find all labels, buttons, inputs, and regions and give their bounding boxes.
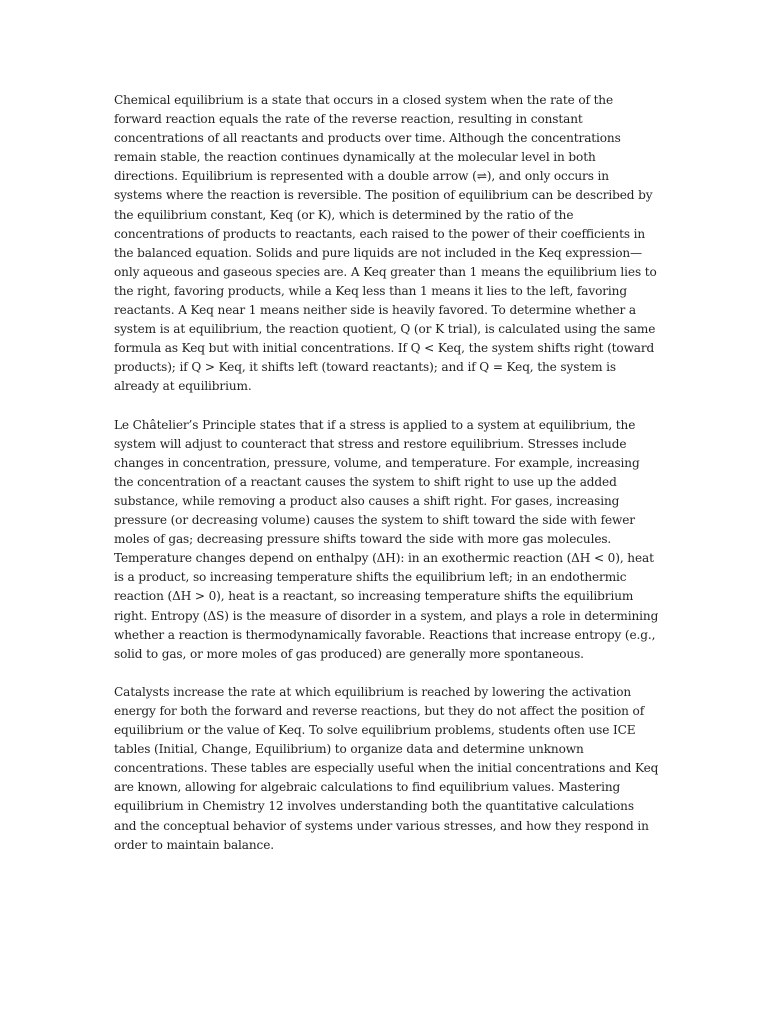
paragraph-equilibrium-overview: Chemical equilibrium is a state that occurs in a closed system when the rate of the forward reaction equals the rate of the reverse reaction, resulting in constant concentrations of all reactants and products over time. Although the concentrations remain stable, the reaction continues dynamically at the molecular level in both directions. Equilibrium is represented with a double arrow (⇌), and only occurs in systems where the reaction is reversible. The position of equilibrium can be described by the equilibrium constant, Keq (or K), which is determined by the ratio of the concentrations of products to reactants, each raised to the power of their coefficients in the balanced equation. Solids and pure liquids are not included in the Keq expression—only aqueous and gaseous species are. A Keq greater than 1 means the equilibrium lies to the right, favoring products, while a Keq less than 1 means it lies to the left, favoring reactants. A Keq near 1 means neither side is heavily favored. To determine whether a system is at equilibrium, the reaction quotient, Q (or K trial), is calculated using the same formula as Keq but with initial concentrations. If Q < Keq, the system shifts right (toward products); if Q > Keq, it shifts left (toward reactants); and if Q = Keq, the system is already at equilibrium. bbox=[114, 93, 657, 394]
paragraph-le-chatelier: Le Châtelier’s Principle states that if a stress is applied to a system at equilibrium, the system will adjust to counteract that stress and restore equilibrium. Stresses include changes in concentration, pressure, volume, and temperature. For example, increasing the concentration of a reactant causes the system to shift right to use up the added substance, while removing a product also causes a shift right. For gases, increasing pressure (or decreasing volume) causes the system to shift toward the side with fewer moles of gas; decreasing pressure shifts toward the side with more gas molecules. Temperature changes depend on enthalpy (ΔH): in an exothermic reaction (ΔH < 0), heat is a product, so increasing temperature shifts the equilibrium left; in an endothermic reaction (ΔH > 0), heat is a reactant, so increasing temperature shifts the equilibrium right. Entropy (ΔS) is the measure of disorder in a system, and plays a role in determining whether a reaction is thermodynamically favorable. Reactions that increase entropy (e.g., solid to gas, or more moles of gas produced) are generally more spontaneous. bbox=[114, 417, 659, 661]
document-body bbox=[114, 91, 659, 874]
paragraph-catalysts-ice-tables: Catalysts increase the rate at which equilibrium is reached by lowering the activation energy for both the forward and reverse reactions, but they do not affect the position of equilibrium or the value of Keq. To solve equilibrium problems, students often use ICE tables (Initial, Change, Equilibrium) to organize data and determine unknown concentrations. These tables are especially useful when the initial concentrations and Keq are known, allowing for algebraic calculations to find equilibrium values. Mastering equilibrium in Chemistry 12 involves understanding both the quantitative calculations and the conceptual behavior of systems under various stresses, and how they respond in order to maintain balance. bbox=[114, 684, 659, 852]
